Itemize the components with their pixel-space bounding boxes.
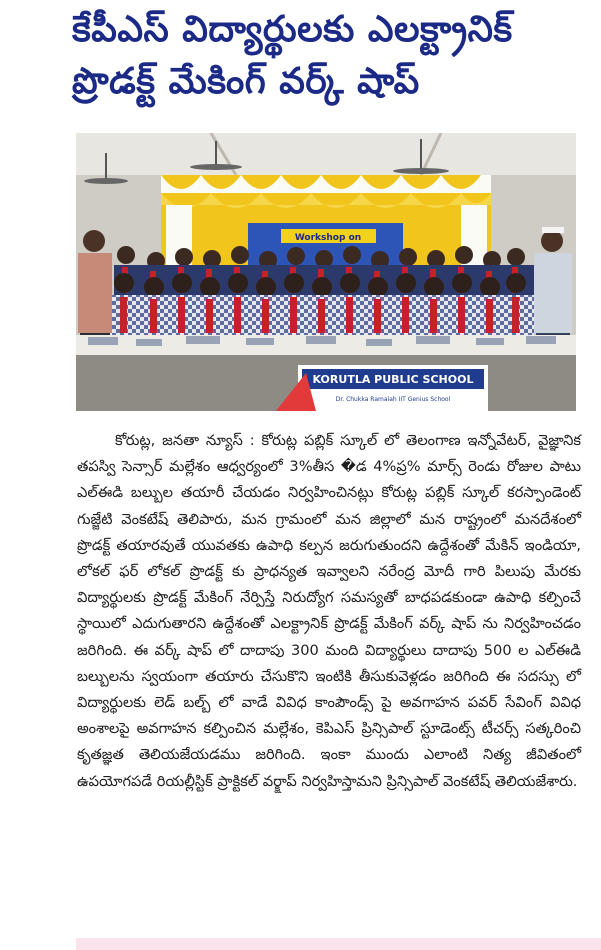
- school-signboard: [276, 365, 488, 411]
- headline-line-2: ప్రొడక్ట్ మేకింగ్ వర్క్ షాప్: [72, 61, 420, 102]
- banner-text: Workshop on: [294, 233, 362, 243]
- school-sign-text: KORUTLA PUBLIC SCHOOL: [312, 373, 474, 386]
- article-body: [77, 428, 581, 795]
- student-uniforms-front: [110, 295, 534, 335]
- footer-band: [76, 938, 601, 950]
- headline-line-1: కేపీఎస్ విద్యార్థులకు ఎలక్ట్రానిక్: [72, 9, 513, 50]
- headline: [72, 4, 592, 108]
- workshop-photo-illustration: [76, 133, 576, 411]
- article-photo: [76, 133, 576, 411]
- ceiling: [76, 133, 576, 175]
- school-sign-subtext: Dr. Chukka Ramaiah IIT Genius School: [335, 396, 451, 403]
- article-paragraph: కోరుట్ల, జనతా న్యూస్ : కోరుట్ల పబ్లిక్ స్కూల్ లో తెలంగాణ ఇన్నోవేటర్, వైజ్ఞానిక తపస్వి సెన్సార్ మల్లేశం ఆధ్వర్యంలో 3%తీస �డ 4%ప్ర% మార్స్ రెండు రోజుల పాటు ఎల్ఈడి బల్బుల తయారీ చేయడం నిర్వహించినట్లు కోరుట్ల పబ్లిక్ స్కూల్ కరస్పాండెంట్ గుజ్జేటి వెంకటేష్ తెలిపారు, మన గ్రామంలో మన జిల్లాలో మన రాష్ట్రంలో మనదేశంలో ప్రొడక్ట్ తయారవుతే యువతకు ఉపాధి కల్పన జరుగుతుందని ఉద్దేశంతో మేకిన్ ఇండియా, లోకల్ ఫర్ లోకల్ ప్రొడక్ట్ కు ప్రాధన్యత ఇవ్వాలని నరేంద్ర మోదీ గారి పిలుపు మేరకు విద్యార్థులకు ప్రొడక్ట్ మేకింగ్ నేర్పిస్తే నిరుద్యోగ సమస్యతో బాధపడకుండా ఉపాధి కల్పించే స్థాయిలో ఎదుగుతారని ఉద్దేశంతో ఎలక్ట్రానిక్ ప్రొడక్ట్ మేకింగ్ వర్క్ షాప్ ను నిర్వహించడం జరిగింది. ఈ వర్క్ షాప్ లో దాదాపు 300 మంది విద్యార్థులు దాదాపు 500 ల ఎల్ఈడి బల్బులను స్వయంగా తయారు చేసుకొని ఇంటికి తీసుకువెళ్లడం జరిగింది ఈ సదస్సు లో విద్యార్థులకు లెడ్ బల్బ్ లో వాడే వివిధ కాంపౌండ్స్ పై అవగాహన పవర్ సేవింగ్ వివిధ అంశాలపై అవగాహన కల్పించిన మల్లేశం, కెపిఎస్ ప్రిన్సిపాల్ స్టూడెంట్స్ టీచర్స్ సత్కరించి కృతజ్ఞత తెలియజేయడము జరిగింది. ఇంకా ముందు ఎలాంటి నిత్య జీవితంలో ఉపయోగపడే రియల్లీస్టిక్ ప్రాక్టికల్ వర్క్షాప్ నిర్వహిస్తామని ప్రిన్సిపాల్ వెంకటేష్ తెలియజేశారు.: [77, 432, 581, 790]
